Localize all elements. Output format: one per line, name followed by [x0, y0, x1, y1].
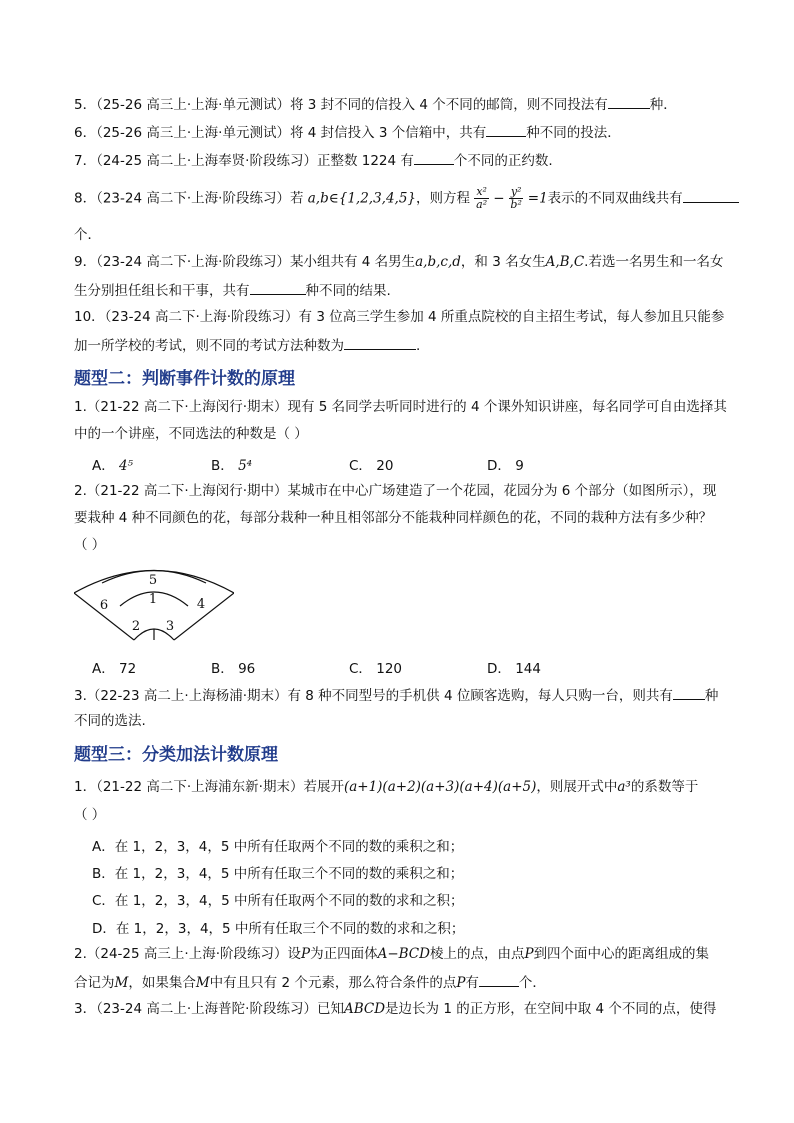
- s3-question-2-cont: 合记为M，如果集合M中有且只有 2 个元素，那么符合条件的点P有 个．: [74, 972, 546, 992]
- answer-blank: [673, 685, 705, 700]
- answer-blank: [414, 150, 454, 165]
- question-8-cont: 个．: [74, 227, 101, 243]
- option-b: B． 5⁴: [211, 458, 253, 474]
- answer-blank: [683, 188, 739, 203]
- s2-question-3-cont: 不同的选法.: [74, 713, 146, 729]
- region-label-2: 2: [131, 619, 141, 634]
- region-label-1: 1: [148, 592, 158, 607]
- question-7: 7．（24-25 高二上·上海奉贤·阶段练习）正整数 1224 有 个不同的正约数.: [74, 150, 553, 170]
- question-10: 10．（23-24 高二下·上海·阶段练习）有 3 位高三学生参加 4 所重点院校的自主招生考试，每人参加且只能参: [74, 309, 725, 325]
- option-b: B． 96: [211, 661, 256, 677]
- fraction-x: $\frac{\text{x²}}{\text{a²}}$: [476, 185, 488, 211]
- s2-question-1: 1.（21-22 高二下·上海闵行·期末）现有 5 名同学去听同时进行的 4 个课外知识讲座，每名同学可自由选择其: [74, 399, 727, 415]
- s2-question-2: 2.（21-22 高二下·上海闵行·期中）某城市在中心广场建造了一个花园，花园分为 6 个部分（如图所示），现: [74, 483, 717, 499]
- question-9: 9．（23-24 高二下·上海·阶段练习）某小组共有 4 名男生a,b,c,d，和 3 名女生A,B,C.若选一名男生和一名女: [74, 254, 724, 270]
- s2-question-1-cont: 中的一个讲座，不同选法的种数是（ ）: [74, 426, 308, 442]
- answer-blank: [608, 94, 650, 109]
- s3-question-3: 3．（23-24 高二上·上海普陀·阶段练习）已知ABCD是边长为 1 的正方形，在空间中取 4 个不同的点，使得: [74, 1001, 717, 1017]
- s3-q1-option-b: B．在 1，2，3，4，5 中所有任取三个不同的数的乘积之和；: [92, 866, 464, 882]
- s3-question-1-paren: （ ）: [74, 807, 106, 823]
- question-6: 6．（25-26 高三上·上海·单元测试）将 4 封信投入 3 个信箱中，共有 种不同的投法．: [74, 122, 621, 142]
- answer-blank: [479, 972, 519, 987]
- section-heading-3: 题型三：分类加法计数原理: [74, 745, 278, 765]
- s3-question-2: 2.（24-25 高三上·上海·阶段练习）设P为正四面体A−BCD棱上的点，由点P到四个面中心的距离组成的集: [74, 946, 710, 962]
- question-8: 8．（23-24 高二下·上海·阶段练习）若 a,b∈{1,2,3,4,5}，则方程 $\frac{\text{x²}}{\text{a²}}$ − $\frac{\text{y²}}{\text{b²}}$ =1表示的不同双曲线共有: [74, 186, 739, 211]
- s3-q1-option-d: D．在 1，2，3，4，5 中所有任取三个不同的数的求和之积；: [92, 921, 465, 937]
- option-d: D． 9: [487, 458, 524, 474]
- option-a: A． 4⁵: [92, 458, 134, 474]
- question-9-cont: 生分别担任组长和干事，共有 种不同的结果.: [74, 280, 391, 300]
- garden-diagram: [74, 560, 234, 644]
- question-10-cont: 加一所学校的考试，则不同的考试方法种数为 .: [74, 335, 420, 355]
- answer-blank: [486, 122, 526, 137]
- region-label-5: 5: [148, 573, 158, 588]
- region-label-6: 6: [99, 598, 109, 613]
- option-d: D． 144: [487, 661, 541, 677]
- option-a: A． 72: [92, 661, 137, 677]
- s3-q1-option-a: A．在 1，2，3，4，5 中所有任取两个不同的数的乘积之和；: [92, 839, 464, 855]
- section-heading-2: 题型二：判断事件计数的原理: [74, 369, 295, 389]
- s3-question-1: 1．（21-22 高二下·上海浦东新·期末）若展开(a+1)(a+2)(a+3)(a+4)(a+5)，则展开式中a³的系数等于: [74, 779, 699, 795]
- s2-question-3: 3.（22-23 高二上·上海杨浦·期末）有 8 种不同型号的手机供 4 位顾客选购，每人只购一台，则共有 种: [74, 685, 718, 705]
- answer-blank: [250, 280, 306, 295]
- option-c: C． 120: [349, 661, 403, 677]
- option-c: C． 20: [349, 458, 394, 474]
- answer-blank: [344, 335, 416, 350]
- region-label-4: 4: [196, 597, 206, 612]
- s2-question-2-cont: 要栽种 4 种不同颜色的花，每部分栽种一种且相邻部分不能栽种同样颜色的花，不同的栽种方法有多少种？: [74, 510, 713, 526]
- fraction-y: $\frac{\text{y²}}{\text{b²}}$: [510, 185, 522, 211]
- question-5: 5．（25-26 高三上·上海·单元测试）将 3 封不同的信投入 4 个不同的邮筒，则不同投法有 种．: [74, 94, 677, 114]
- s3-q1-option-c: C．在 1，2，3，4，5 中所有任取两个不同的数的求和之积；: [92, 893, 464, 909]
- region-label-3: 3: [165, 619, 175, 634]
- s2-question-2-paren: （ ）: [74, 537, 106, 553]
